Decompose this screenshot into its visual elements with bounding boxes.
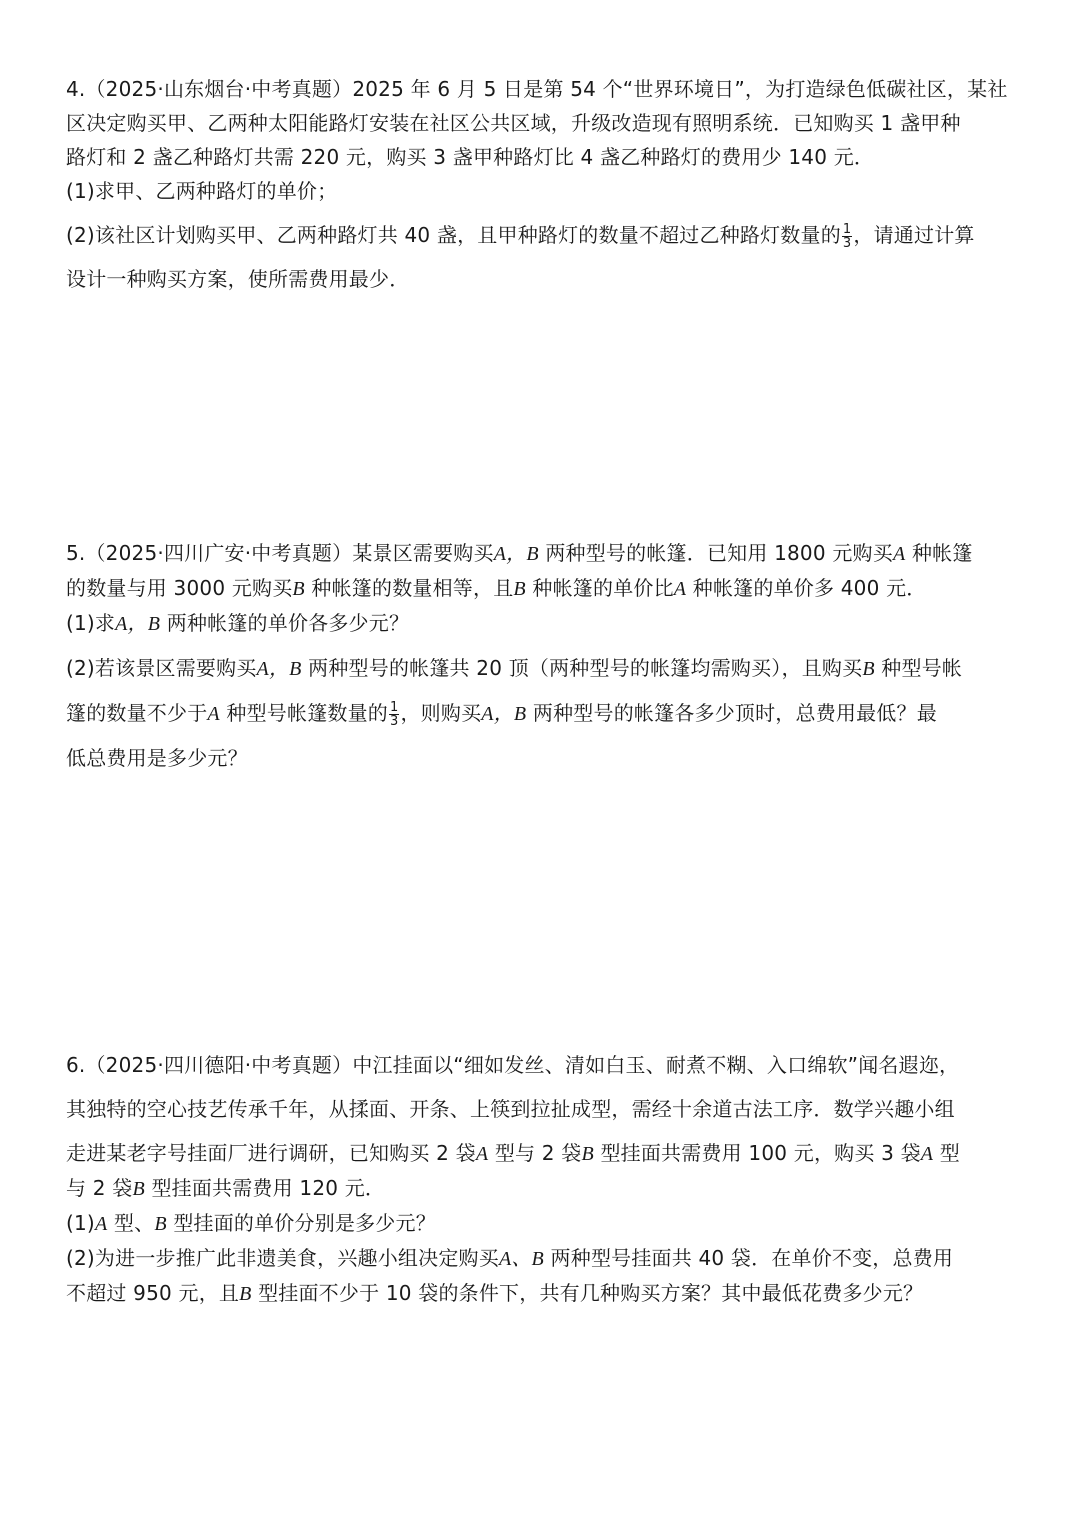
problem-source: （2025·四川广安·中考真题） bbox=[85, 541, 353, 565]
stem-text: 中江挂面以“细如发丝、清如白玉、耐煮不糊、入口绵软”闻名遐迩， bbox=[352, 1053, 960, 1077]
problem-6-question-2-cont bbox=[66, 1276, 1016, 1311]
variable: A、B bbox=[498, 1248, 544, 1270]
problem-5-question-2 bbox=[66, 651, 1016, 686]
problem-number: 5. bbox=[66, 541, 86, 565]
problem-5-question-1 bbox=[66, 606, 1016, 641]
variable: B bbox=[292, 578, 305, 600]
problem-stem: 2025 年 6 月 5 日是第 54 个“世界环境日”，为打造绿色低碳社区，某社 bbox=[352, 77, 1008, 101]
stem-text: 种帐篷的单价比 bbox=[532, 576, 674, 600]
question-text: 篷的数量不少于 bbox=[66, 701, 208, 725]
variable: B bbox=[132, 1178, 145, 1200]
stem-text: 某景区需要购买 bbox=[352, 541, 494, 565]
question-text: 两种型号挂面共 40 袋．在单价不变，总费用 bbox=[550, 1246, 954, 1270]
question-text: ，则购买 bbox=[400, 701, 482, 725]
variable: A，B bbox=[256, 658, 302, 680]
variable: B bbox=[154, 1213, 167, 1235]
fraction-one-third bbox=[389, 701, 399, 728]
stem-text: 的数量与用 3000 元购买 bbox=[66, 576, 293, 600]
question-text: (1) bbox=[66, 1211, 95, 1235]
problem-6-question-1 bbox=[66, 1206, 1016, 1241]
question-text: 两种帐篷的单价各多少元？ bbox=[166, 611, 410, 635]
fraction-one-third bbox=[842, 223, 852, 250]
variable: A bbox=[94, 1213, 108, 1235]
question-text: ，请通过计算 bbox=[853, 223, 975, 247]
variable: A，B bbox=[115, 613, 161, 635]
stem-text: 与 2 袋 bbox=[66, 1176, 133, 1200]
problem-5-line-2 bbox=[66, 571, 1016, 606]
variable: A，B bbox=[493, 543, 539, 565]
problem-6-line-1 bbox=[66, 1048, 1016, 1082]
problem-4-question-1: (1)求甲、乙两种路灯的单价； bbox=[66, 179, 338, 203]
question-text: 两种型号的帐篷共 20 顶（两种型号的帐篷均需购买），且购买 bbox=[308, 656, 863, 680]
variable: A bbox=[475, 1143, 489, 1165]
fraction-denominator: 3 bbox=[390, 714, 399, 729]
problem-4-line-3: 路灯和 2 盏乙种路灯共需 220 元，购买 3 盏甲种路灯比 4 盏乙种路灯的费用少 140 元． bbox=[66, 145, 875, 169]
problem-5-line-1 bbox=[66, 536, 1016, 571]
problem-5-question-2-cont bbox=[66, 696, 1016, 731]
problem-5-question-2-end: 低总费用是多少元？ bbox=[66, 746, 248, 770]
variable: A，B bbox=[481, 703, 527, 725]
problem-6-line-3 bbox=[66, 1136, 1016, 1171]
stem-text: 种帐篷 bbox=[911, 541, 973, 565]
fraction-numerator: 1 bbox=[390, 700, 399, 715]
question-text: (2)为进一步推广此非遗美食，兴趣小组决定购买 bbox=[66, 1246, 499, 1270]
question-text: 型挂面的单价分别是多少元？ bbox=[173, 1211, 436, 1235]
problem-4-question-2 bbox=[66, 218, 1016, 252]
variable: B bbox=[862, 658, 875, 680]
problem-6-line-4 bbox=[66, 1171, 1016, 1206]
problem-4-line-2: 区决定购买甲、乙两种太阳能路灯安装在社区公共区域，升级改造现有照明系统．已知购买 1 盏甲种 bbox=[66, 111, 961, 135]
variable: A bbox=[920, 1143, 934, 1165]
question-text: 种型号帐篷数量的 bbox=[226, 701, 388, 725]
problem-4-line-1 bbox=[66, 72, 1016, 106]
question-text: 两种型号的帐篷各多少顶时，总费用最低？最 bbox=[532, 701, 937, 725]
question-text: 型、 bbox=[113, 1211, 155, 1235]
problem-source: （2025·四川德阳·中考真题） bbox=[85, 1053, 353, 1077]
stem-text: 型挂面共需费用 120 元． bbox=[151, 1176, 386, 1200]
problem-source: （2025·山东烟台·中考真题） bbox=[85, 77, 353, 101]
question-text: (2)若该景区需要购买 bbox=[66, 656, 257, 680]
fraction-denominator: 3 bbox=[842, 236, 852, 251]
stem-text: 两种型号的帐篷．已知用 1800 元购买 bbox=[545, 541, 893, 565]
variable: A bbox=[673, 578, 687, 600]
variable: B bbox=[239, 1283, 252, 1305]
variable: A bbox=[892, 543, 906, 565]
variable: B bbox=[513, 578, 526, 600]
problem-6 bbox=[66, 1048, 1016, 1311]
question-text: 不超过 950 元，且 bbox=[66, 1281, 240, 1305]
variable: B bbox=[581, 1143, 594, 1165]
stem-text: 走进某老字号挂面厂进行调研，已知购买 2 袋 bbox=[66, 1141, 476, 1165]
problem-number: 4. bbox=[66, 77, 86, 101]
question-text: 型挂面不少于 10 袋的条件下，共有几种购买方案？其中最低花费多少元？ bbox=[258, 1281, 924, 1305]
problem-number: 6. bbox=[66, 1053, 86, 1077]
problem-6-question-2 bbox=[66, 1241, 1016, 1276]
problem-4-question-2-cont: 设计一种购买方案，使所需费用最少． bbox=[66, 267, 410, 291]
stem-text: 型与 2 袋 bbox=[494, 1141, 582, 1165]
fraction-numerator: 1 bbox=[842, 222, 852, 237]
stem-text: 型 bbox=[939, 1141, 960, 1165]
problem-4 bbox=[66, 72, 1016, 296]
problem-5 bbox=[66, 536, 1016, 775]
variable: A bbox=[207, 703, 220, 725]
stem-text: 种帐篷的单价多 400 元． bbox=[692, 576, 927, 600]
stem-text: 种帐篷的数量相等，且 bbox=[311, 576, 514, 600]
question-text: (2)该社区计划购买甲、乙两种路灯共 40 盏，且甲种路灯的数量不超过乙种路灯数量的 bbox=[66, 223, 841, 247]
stem-text: 型挂面共需费用 100 元，购买 3 袋 bbox=[600, 1141, 921, 1165]
question-text: 种型号帐 bbox=[881, 656, 963, 680]
question-text: (1)求 bbox=[66, 611, 116, 635]
problem-6-line-2: 其独特的空心技艺传承千年，从揉面、开条、上筷到拉扯成型，需经十余道古法工序．数学兴趣小组 bbox=[66, 1097, 955, 1121]
